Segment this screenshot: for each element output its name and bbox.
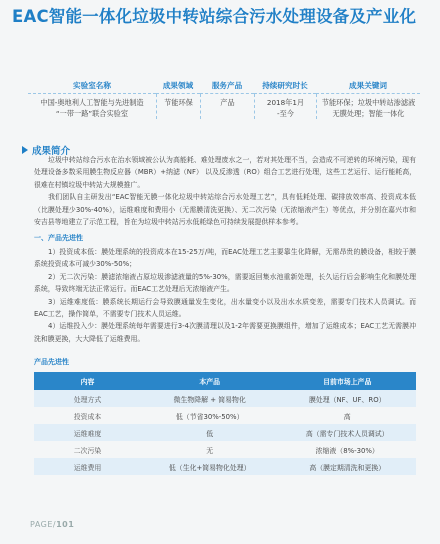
advantage-item: 3）运维难度低：膜系统长期运行会导致膜通量发生变化，出水量变小以及出水水质变差，需要专门技术人员调试。而EAC工艺，操作简单，不需要专门技术人员运维。 (34, 297, 416, 319)
table-cell: 运维费用 (34, 458, 141, 475)
table-caption: 产品先进性 (34, 358, 69, 366)
comparison-table (34, 372, 416, 475)
table-cell: 处理方式 (34, 390, 141, 407)
table-cell: 运维难度 (34, 424, 141, 441)
table-row (34, 441, 416, 458)
meta-header-keywords: 成果关键词 (316, 80, 420, 94)
table-row (34, 407, 416, 424)
meta-service-value: 产品 (200, 94, 254, 119)
table-cell: 高（需专门技术人员调试） (278, 424, 416, 441)
page-label: PAGE/ (30, 520, 57, 529)
meta-header-duration: 持续研究时长 (254, 80, 316, 94)
table-cell: 低（生化+简易物化处理） (141, 458, 279, 475)
meta-duration-value: 2018年1月 -至今 (254, 94, 316, 119)
table-cell: 投资成本 (34, 407, 141, 424)
table-cell: 膜处理（NF、UF、RO） (278, 390, 416, 407)
table-cell: 浓缩液（8%-30%） (278, 441, 416, 458)
section-heading-text: 成果简介 (32, 146, 71, 157)
meta-field-value: 节能环保 (156, 94, 200, 119)
page-title: EAC智能一体化垃圾中转站综合污水处理设备及产业化 (12, 7, 417, 26)
meta-header-service: 服务产品 (200, 80, 254, 94)
project-meta-table (28, 80, 420, 119)
table-header-content: 内容 (34, 372, 141, 390)
table-cell: 低（节省30%-50%） (141, 407, 279, 424)
meta-keywords-value: 节能环保；垃圾中转站渗滤液 无膜处理；智能一体化 (316, 94, 420, 119)
table-cell: 高（膜定期清洗和更换） (278, 458, 416, 475)
table-header-row (34, 372, 416, 390)
table-cell: 低 (141, 424, 279, 441)
page-number (30, 520, 74, 529)
advantage-item: 4）运维投入少：膜处理系统每年需要进行3-4次膜清理以及1-2年需要更换膜组件，增加了运维成本；EAC工艺无需膜冲洗和膜更换，大大降低了运维费用。 (34, 322, 416, 343)
meta-lab-value: 中国-奥地利人工智能与先进制造 “一带一路”联合实验室 (40, 98, 144, 118)
table-cell: 无 (141, 441, 279, 458)
meta-header-field: 成果领域 (156, 80, 200, 94)
page-number-value: 101 (56, 520, 75, 529)
advantage-item: 2）无二次污染：膜滤浓缩液占原垃圾渗滤液量的5%-30%，需要返回集水池重新处理，长久运行后会影响生化和膜处理系统，导致终端无法正常运行。而EAC工艺处理后无浓缩液产生。 (34, 272, 416, 294)
table-row (34, 458, 416, 475)
table-header-product: 本产品 (141, 372, 279, 390)
meta-header-lab: 实验室名称 (28, 80, 156, 94)
table-cell: 微生物降解 + 简易物化 (141, 390, 279, 407)
table-cell: 二次污染 (34, 441, 141, 458)
intro-paragraph: 垃圾中转站综合污水在治水领域被公认为高能耗、难处理废水之一，若对其处理不当，会造成不可逆转的环境污染，现有处理设备多数采用膜生物反应器（MBR）+纳滤（NF） 以及反渗透（RO）组合工艺进行处理，这些工艺运行、运行能耗高，很难在村镇垃圾中转站大规模推广。 我们团队自主研发出“EAC智能无膜一体化垃圾中转站综合污水处理工艺”，具有低耗处理、碳排放效率高、投资成本低（比膜处理少30%-40%），运维难度和费用小（无需膜清洗更换）、无二次污染（无浓缩液产生）等优点，并分别在嘉兴市和安吉县等地建立了示范工程，旨在为垃圾中转站污水低耗绿色可持续发展提供样本参考。 (34, 156, 416, 227)
table-cell: 高 (278, 407, 416, 424)
table-header-market: 目前市场上产品 (278, 372, 416, 390)
advantage-item: 1）投资成本低：膜处理系统的投资成本在15-25万/吨，而EAC处理工艺主要靠生化降解，无需昂贵的膜设备，相较于膜系统投资成本可减少30%-50%； (34, 248, 416, 269)
advantages-list (34, 246, 416, 345)
table-row (34, 424, 416, 441)
triangle-bullet-icon (22, 146, 28, 154)
table-row (34, 390, 416, 407)
advantages-heading: 一、产品先进性 (34, 234, 83, 242)
